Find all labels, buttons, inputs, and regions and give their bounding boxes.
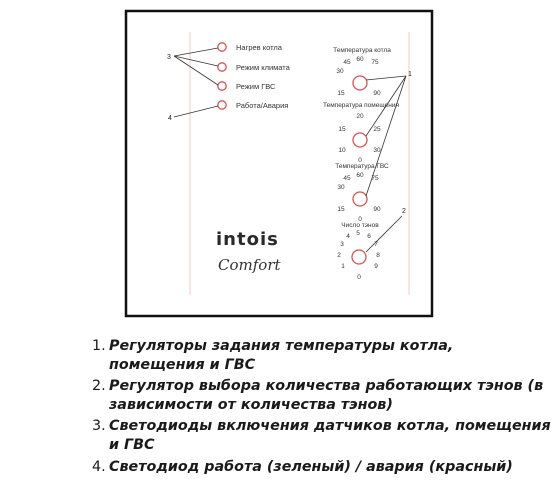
knob-title: Температура помещения [322,102,400,109]
legend-list [92,337,552,479]
callout-3: 3 [167,54,171,61]
legend-item-2 [92,377,552,414]
knob-dial [352,250,366,264]
led-label-boiler: Нагрев котла [236,43,282,52]
knob-label-upper-right: 75 [371,59,379,66]
knob-label-lower-left: 15 [337,206,345,213]
brand-logo-text: intois [216,229,279,250]
heater-label-6: 6 [367,233,371,240]
knob-label-upper-left: 45 [343,59,351,66]
legend-text: Регуляторы задания температуры котла, помещения и ГВС [109,338,454,373]
heater-label-4: 4 [346,233,350,240]
knob-dial [353,76,367,90]
legend-number: 2. [92,378,106,395]
knob-label-upper-right: 75 [371,175,379,182]
knob-label-bottom: 0 [358,157,362,164]
led-dhw-mode [218,82,226,90]
heater-label-9: 9 [374,263,378,270]
led-label-dhw: Режим ГВС [236,82,276,91]
heater-label-8: 8 [376,252,380,259]
knob-label-lower-left: 10 [338,147,346,154]
legend-text: Светодиод работа (зеленый) / авария (красный) [109,458,513,475]
led-label-climate: Режим климата [236,63,290,72]
led-boiler-heating [218,43,226,51]
heater-label-1: 1 [341,263,345,270]
heater-label-3: 3 [340,241,344,248]
knob-label-lower-left: 15 [337,90,345,97]
legend-number: 4. [92,458,106,475]
legend-item-4 [92,458,552,477]
led-climate-mode [218,63,226,71]
legend-item-1 [92,337,552,374]
callout-1: 1 [408,71,412,78]
legend-text: Светодиоды включения датчиков котла, помещения и ГВС [109,418,551,453]
knob-label-top: 60 [356,56,364,63]
legend-number: 3. [92,418,106,435]
heater-label-2: 2 [337,252,341,259]
legend-number: 1. [92,338,106,354]
knob-dial [353,192,367,206]
callout-4: 4 [168,115,172,122]
heater-label-0: 0 [357,274,361,281]
legend-text: Регулятор выбора количества работающих тэнов (в зависимости от количества тэнов) [109,378,544,413]
model-name: Comfort [218,256,281,274]
knob-label-mid-left: 30 [337,184,345,191]
knob-dial [353,133,367,147]
callout-2: 2 [402,208,406,215]
knob-title: Температура котла [333,47,391,54]
knob-label-mid-left: 30 [336,68,344,75]
knob-label-upper-left: 45 [343,175,351,182]
knob-label-top: 60 [356,172,364,179]
knob-label-mid-left: 15 [338,126,346,133]
knob-title: Число тэнов [341,222,379,229]
knob-label-lower-right: 90 [373,206,381,213]
legend-item-3 [92,417,552,454]
knob-label-lower-right: 90 [373,90,381,97]
knob-label-bottom: 0 [358,216,362,223]
knob-label-mid-right: 25 [373,126,381,133]
knob-label-top: 20 [356,113,364,120]
led-work-fault [218,101,226,109]
knob-label-lower-right: 30 [373,147,381,154]
led-label-fault: Работа/Авария [236,101,289,110]
heater-label-7: 7 [374,241,378,248]
knob-title: Температура ГВС [335,163,389,170]
heater-label-5: 5 [356,230,360,237]
